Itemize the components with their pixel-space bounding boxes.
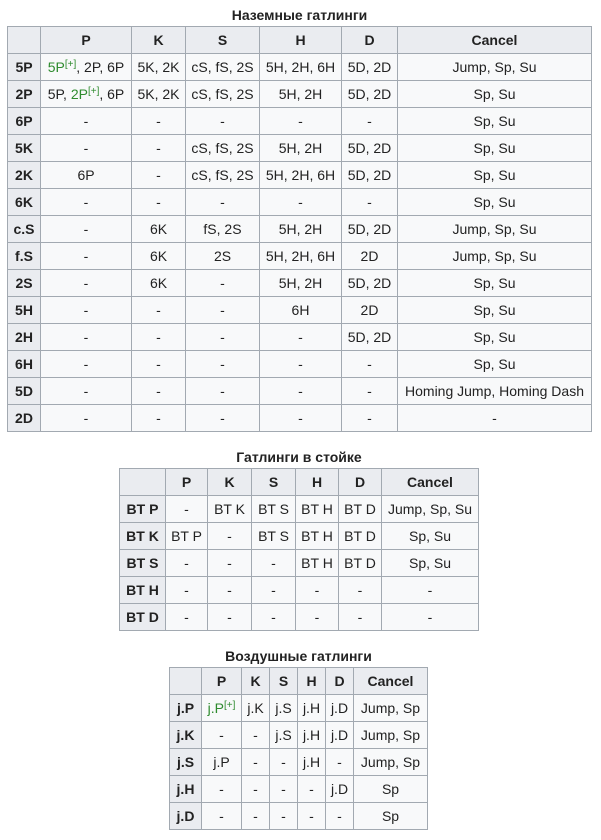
table-cell: -	[242, 722, 270, 749]
table-cell: -	[132, 297, 186, 324]
table-cell: -	[166, 496, 208, 523]
row-header: c.S	[8, 216, 41, 243]
table-cell: -	[202, 722, 242, 749]
table-cell: 2S	[186, 243, 260, 270]
table-cell: Sp, Su	[398, 270, 592, 297]
column-header: D	[326, 668, 354, 695]
table-cell: j.S	[270, 695, 298, 722]
table-cell: 5K, 2K	[132, 54, 186, 81]
table-cell: -	[132, 135, 186, 162]
table-caption: Наземные гатлинги	[231, 7, 368, 23]
table-cell: 5H, 2H, 6H	[260, 54, 342, 81]
table-row	[8, 108, 592, 135]
table-cell	[202, 695, 242, 722]
table-cell: Sp, Su	[382, 550, 479, 577]
table-cell: BT S	[252, 523, 296, 550]
table-row	[8, 243, 592, 270]
segment-text: , 2P, 6P	[76, 59, 125, 75]
row-header: BT P	[120, 496, 166, 523]
table-caption: Воздушные гатлинги	[225, 648, 372, 664]
table-row	[8, 297, 592, 324]
table-row	[170, 722, 428, 749]
table-cell: -	[186, 378, 260, 405]
segment-text: 5P,	[47, 86, 71, 102]
row-header: 5H	[8, 297, 41, 324]
table-row	[8, 54, 592, 81]
column-header: H	[296, 469, 339, 496]
table-cell: Sp, Su	[398, 324, 592, 351]
table-cell: -	[186, 405, 260, 432]
table-cell: Jump, Sp	[354, 722, 428, 749]
cell-text	[76, 59, 124, 75]
table-row	[8, 135, 592, 162]
table-cell: -	[208, 523, 252, 550]
table-row	[8, 189, 592, 216]
table-cell: 5H, 2H, 6H	[260, 243, 342, 270]
table-cell: -	[270, 803, 298, 830]
move-link[interactable]	[48, 59, 77, 75]
row-header: 6P	[8, 108, 41, 135]
table-cell: Jump, Sp, Su	[382, 496, 479, 523]
table-cell: -	[166, 604, 208, 631]
table-cell: -	[166, 577, 208, 604]
column-header: P	[166, 469, 208, 496]
column-header: S	[186, 27, 260, 54]
column-header: S	[252, 469, 296, 496]
table-cell: 6K	[132, 243, 186, 270]
move-link[interactable]	[71, 86, 100, 102]
table-cell: 5H, 2H	[260, 216, 342, 243]
table-cell: -	[270, 749, 298, 776]
row-header: 6K	[8, 189, 41, 216]
header-row	[8, 27, 592, 54]
column-header: D	[339, 469, 382, 496]
table-row	[170, 749, 428, 776]
table-cell: Sp, Su	[398, 108, 592, 135]
table-cell: -	[186, 297, 260, 324]
table-cell: 5D, 2D	[342, 81, 398, 108]
table-cell: -	[260, 378, 342, 405]
table-cell: Jump, Sp	[354, 749, 428, 776]
column-header: K	[132, 27, 186, 54]
table-cell: 5D, 2D	[342, 162, 398, 189]
table-row	[8, 405, 592, 432]
row-header: 5D	[8, 378, 41, 405]
table-row	[170, 776, 428, 803]
table-cell: -	[242, 749, 270, 776]
column-header: H	[298, 668, 326, 695]
column-header: H	[260, 27, 342, 54]
row-header: j.P	[170, 695, 202, 722]
table-cell: BT D	[339, 550, 382, 577]
table-cell: Sp, Su	[382, 523, 479, 550]
table-row	[8, 162, 592, 189]
table-cell: -	[132, 405, 186, 432]
table-cell: -	[260, 351, 342, 378]
row-header: 6H	[8, 351, 41, 378]
table-cell: -	[186, 351, 260, 378]
table-cell: 5H, 2H	[260, 81, 342, 108]
table-cell: -	[132, 108, 186, 135]
row-header: BT H	[120, 577, 166, 604]
table-cell: -	[202, 803, 242, 830]
table-cell: fS, 2S	[186, 216, 260, 243]
table-cell: -	[132, 351, 186, 378]
segment-text: , 6P	[99, 86, 125, 102]
table-cell: BT K	[208, 496, 252, 523]
table-cell: -	[398, 405, 592, 432]
table-cell: j.H	[298, 722, 326, 749]
table-cell: 6P	[41, 162, 132, 189]
column-header	[170, 668, 202, 695]
table-cell: -	[132, 189, 186, 216]
row-header: j.D	[170, 803, 202, 830]
table-cell: -	[132, 324, 186, 351]
table-cell: -	[260, 189, 342, 216]
table-cell: -	[296, 577, 339, 604]
table-cell: -	[208, 550, 252, 577]
table-cell: -	[41, 270, 132, 297]
table-cell	[41, 81, 132, 108]
table-cell: -	[382, 604, 479, 631]
table-cell: j.K	[242, 695, 270, 722]
column-header: K	[242, 668, 270, 695]
column-header	[120, 469, 166, 496]
table-cell: -	[186, 324, 260, 351]
table-cell: BT P	[166, 523, 208, 550]
table-row	[8, 270, 592, 297]
table-cell: 5H, 2H	[260, 270, 342, 297]
table-cell	[41, 54, 132, 81]
ground-gatlings-table	[7, 26, 592, 432]
column-header: Cancel	[398, 27, 592, 54]
segment-text: j.P	[207, 700, 224, 716]
table-cell: -	[296, 604, 339, 631]
row-header: f.S	[8, 243, 41, 270]
move-link[interactable]	[208, 700, 236, 716]
table-cell: -	[342, 189, 398, 216]
table-cell: -	[208, 604, 252, 631]
table-cell: -	[260, 324, 342, 351]
table-cell: j.D	[326, 776, 354, 803]
table-cell: -	[326, 749, 354, 776]
air-gatlings-section	[169, 647, 428, 830]
table-cell: -	[339, 577, 382, 604]
table-cell: cS, fS, 2S	[186, 54, 260, 81]
table-cell: -	[41, 189, 132, 216]
table-cell: -	[298, 803, 326, 830]
table-cell: -	[132, 162, 186, 189]
table-cell: BT D	[339, 496, 382, 523]
row-header: 2K	[8, 162, 41, 189]
table-cell: Jump, Sp, Su	[398, 54, 592, 81]
table-row	[120, 550, 479, 577]
table-cell: BT H	[296, 550, 339, 577]
table-cell: -	[270, 776, 298, 803]
table-row	[120, 496, 479, 523]
row-header: j.H	[170, 776, 202, 803]
table-cell: -	[41, 378, 132, 405]
note-marker[interactable]: [+]	[64, 59, 77, 70]
column-header: P	[202, 668, 242, 695]
table-cell: 6H	[260, 297, 342, 324]
table-cell: -	[326, 803, 354, 830]
table-cell: j.D	[326, 695, 354, 722]
table-row	[120, 604, 479, 631]
table-cell: -	[382, 577, 479, 604]
segment-text: 2P	[70, 86, 88, 102]
table-cell: -	[41, 405, 132, 432]
row-header: 2H	[8, 324, 41, 351]
table-cell: -	[342, 351, 398, 378]
table-cell: Sp, Su	[398, 81, 592, 108]
table-cell: Jump, Sp	[354, 695, 428, 722]
table-cell: -	[298, 776, 326, 803]
table-cell: BT H	[296, 496, 339, 523]
table-cell: Homing Jump, Homing Dash	[398, 378, 592, 405]
table-cell: -	[252, 550, 296, 577]
table-cell: Jump, Sp, Su	[398, 216, 592, 243]
table-cell: 5K, 2K	[132, 81, 186, 108]
air-gatlings-table	[169, 667, 428, 830]
table-cell: Sp, Su	[398, 297, 592, 324]
table-cell: -	[339, 604, 382, 631]
table-cell: 6K	[132, 270, 186, 297]
column-header: K	[208, 469, 252, 496]
cell-text	[48, 86, 71, 102]
table-cell: -	[166, 550, 208, 577]
stance-gatlings-table	[119, 468, 479, 631]
table-cell: j.D	[326, 722, 354, 749]
table-cell: 5D, 2D	[342, 324, 398, 351]
table-row	[170, 803, 428, 830]
table-cell: -	[342, 108, 398, 135]
table-cell: Sp	[354, 776, 428, 803]
table-cell: Sp, Su	[398, 162, 592, 189]
table-cell: 5H, 2H	[260, 135, 342, 162]
column-header: Cancel	[382, 469, 479, 496]
table-cell: -	[342, 405, 398, 432]
table-cell: -	[41, 108, 132, 135]
table-cell: 5D, 2D	[342, 270, 398, 297]
table-cell: Sp	[354, 803, 428, 830]
table-row	[8, 378, 592, 405]
table-cell: BT D	[339, 523, 382, 550]
table-cell: cS, fS, 2S	[186, 135, 260, 162]
row-header: BT K	[120, 523, 166, 550]
table-cell: -	[132, 378, 186, 405]
row-header: j.S	[170, 749, 202, 776]
table-cell: -	[342, 378, 398, 405]
table-cell: -	[41, 243, 132, 270]
row-header: 5K	[8, 135, 41, 162]
table-cell: -	[41, 216, 132, 243]
table-row	[170, 695, 428, 722]
row-header: 2P	[8, 81, 41, 108]
table-cell: -	[41, 351, 132, 378]
column-header: D	[342, 27, 398, 54]
table-cell: j.H	[298, 695, 326, 722]
table-cell: -	[186, 270, 260, 297]
table-cell: -	[260, 405, 342, 432]
table-cell: Sp, Su	[398, 189, 592, 216]
table-cell: -	[252, 577, 296, 604]
table-caption: Гатлинги в стойке	[236, 449, 362, 465]
row-header: BT S	[120, 550, 166, 577]
table-cell: -	[41, 135, 132, 162]
table-row	[8, 81, 592, 108]
table-row	[120, 577, 479, 604]
table-cell: cS, fS, 2S	[186, 162, 260, 189]
row-header: j.K	[170, 722, 202, 749]
table-cell: BT H	[296, 523, 339, 550]
table-cell: Sp, Su	[398, 351, 592, 378]
table-cell: -	[252, 604, 296, 631]
table-cell: 6K	[132, 216, 186, 243]
table-cell: j.S	[270, 722, 298, 749]
column-header: S	[270, 668, 298, 695]
header-row	[170, 668, 428, 695]
table-cell: 2D	[342, 297, 398, 324]
table-row	[8, 351, 592, 378]
table-row	[120, 523, 479, 550]
row-header: 2D	[8, 405, 41, 432]
table-cell: BT S	[252, 496, 296, 523]
table-cell: 5H, 2H, 6H	[260, 162, 342, 189]
table-cell: 2D	[342, 243, 398, 270]
table-cell: -	[208, 577, 252, 604]
table-cell: cS, fS, 2S	[186, 81, 260, 108]
segment-text: 5P	[47, 59, 65, 75]
table-cell: -	[242, 776, 270, 803]
table-cell: -	[202, 776, 242, 803]
note-marker[interactable]: [+]	[87, 86, 100, 97]
table-cell: j.P	[202, 749, 242, 776]
table-cell: -	[186, 108, 260, 135]
row-header: 2S	[8, 270, 41, 297]
table-cell: -	[186, 189, 260, 216]
table-cell: -	[260, 108, 342, 135]
table-cell: 5D, 2D	[342, 54, 398, 81]
row-header: BT D	[120, 604, 166, 631]
cell-text	[99, 86, 124, 102]
ground-gatlings-section	[7, 6, 592, 432]
table-cell: j.H	[298, 749, 326, 776]
note-marker[interactable]: [+]	[223, 700, 236, 711]
column-header	[8, 27, 41, 54]
table-row	[8, 216, 592, 243]
column-header: Cancel	[354, 668, 428, 695]
header-row	[120, 469, 479, 496]
table-row	[8, 324, 592, 351]
table-cell: Sp, Su	[398, 135, 592, 162]
table-cell: 5D, 2D	[342, 135, 398, 162]
table-cell: Jump, Sp, Su	[398, 243, 592, 270]
stance-gatlings-section	[119, 448, 479, 631]
column-header: P	[41, 27, 132, 54]
row-header: 5P	[8, 54, 41, 81]
table-cell: -	[41, 324, 132, 351]
table-cell: -	[41, 297, 132, 324]
table-cell: -	[242, 803, 270, 830]
table-cell: 5D, 2D	[342, 216, 398, 243]
